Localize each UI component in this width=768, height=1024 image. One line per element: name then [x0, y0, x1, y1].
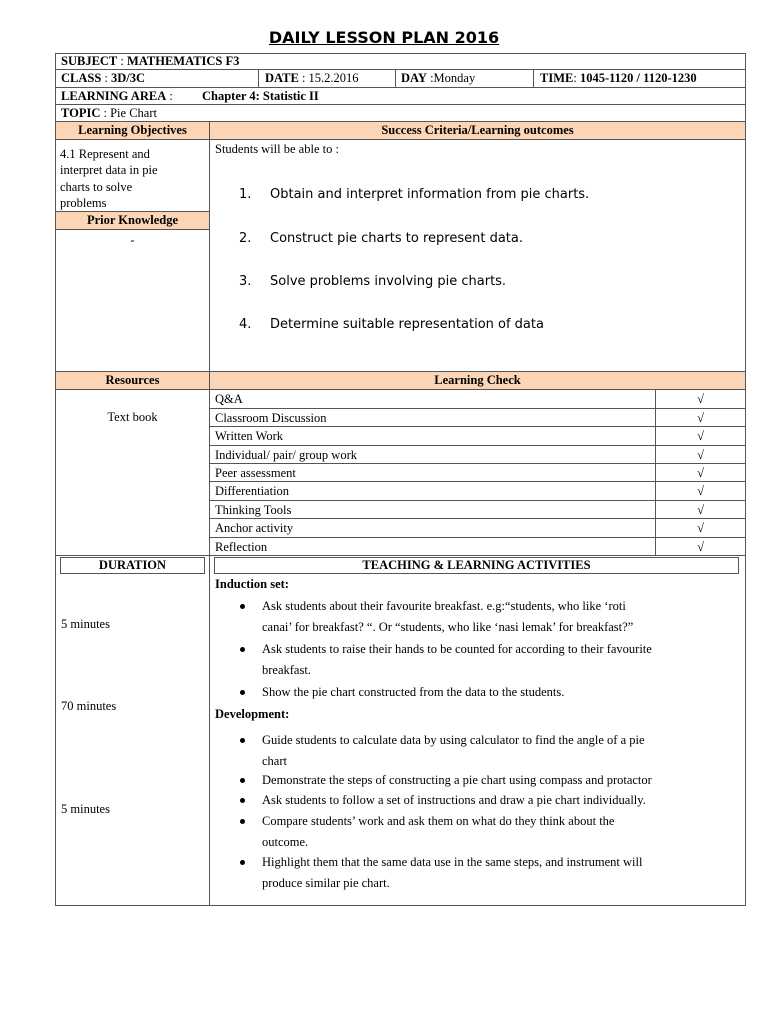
- table-row: Peer assessment √: [210, 464, 745, 482]
- resources-header: Resources: [56, 372, 209, 389]
- check-mark: √: [697, 448, 704, 462]
- subject-value: MATHEMATICS F3: [127, 54, 240, 68]
- activities-header: TEACHING & LEARNING ACTIVITIES: [214, 557, 739, 574]
- subject-label: SUBJECT: [61, 54, 118, 68]
- date-value: 15.2.2016: [308, 71, 359, 85]
- class-label: CLASS: [61, 71, 102, 85]
- topic-label: TOPIC: [61, 106, 101, 120]
- table-row: Differentiation √: [210, 482, 745, 500]
- table-row: Individual/ pair/ group work √: [210, 446, 745, 464]
- class-cell: CLASS : 3D/3C: [61, 71, 146, 85]
- day-value: Monday: [433, 71, 476, 85]
- prior-knowledge-value: -: [130, 233, 135, 247]
- time-value: 1045-1120 / 1120-1230: [579, 71, 697, 85]
- table-row: Reflection √: [210, 538, 745, 556]
- table-row: Anchor activity √: [210, 519, 745, 537]
- day-label: DAY: [401, 71, 427, 85]
- subject-row: SUBJECT : MATHEMATICS F3: [61, 54, 240, 68]
- list-item: 4.: [239, 317, 252, 332]
- check-mark: √: [697, 392, 704, 406]
- duration-2: 70 minutes: [61, 699, 117, 713]
- resources-value: Text book: [107, 410, 158, 424]
- induction-title: Induction set:: [215, 577, 289, 591]
- class-value: 3D/3C: [111, 71, 146, 85]
- list-item: 1.: [239, 187, 252, 202]
- learning-check-header: Learning Check: [210, 372, 745, 389]
- learning-area-row: LEARNING AREA :: [61, 89, 173, 103]
- topic-value: Pie Chart: [110, 106, 157, 120]
- check-mark: √: [697, 466, 704, 480]
- success-criteria-header: Success Criteria/Learning outcomes: [210, 122, 745, 139]
- duration-1: 5 minutes: [61, 617, 110, 631]
- page-title: DAILY LESSON PLAN 2016: [268, 28, 500, 47]
- table-row: Classroom Discussion √: [210, 409, 745, 427]
- date-cell: DATE : 15.2.2016: [265, 71, 359, 85]
- time-label: TIME: [540, 71, 574, 85]
- check-mark: √: [697, 503, 704, 517]
- table-row: Thinking Tools √: [210, 501, 745, 519]
- duration-3: 5 minutes: [61, 802, 110, 816]
- table-row: Written Work √: [210, 427, 745, 445]
- check-mark: √: [697, 484, 704, 498]
- day-cell: DAY :Monday: [401, 71, 476, 85]
- table-row: Q&A √: [210, 390, 745, 408]
- date-label: DATE: [265, 71, 299, 85]
- prior-knowledge-header: Prior Knowledge: [56, 212, 209, 229]
- list-item: 3.: [239, 274, 252, 289]
- duration-header: DURATION: [60, 557, 205, 574]
- learning-area-value: Chapter 4: Statistic II: [202, 89, 319, 103]
- check-mark: √: [697, 540, 704, 554]
- time-cell: TIME: 1045-1120 / 1120-1230: [540, 71, 697, 85]
- success-intro: Students will be able to :: [215, 142, 339, 156]
- list-item: 2.: [239, 231, 252, 246]
- development-title: Development:: [215, 707, 290, 721]
- check-mark: √: [697, 411, 704, 425]
- objectives-header: Learning Objectives: [56, 122, 209, 139]
- check-mark: √: [697, 429, 704, 443]
- topic-row: TOPIC : Pie Chart: [61, 106, 157, 120]
- check-mark: √: [697, 521, 704, 535]
- learning-area-label: LEARNING AREA: [61, 89, 167, 103]
